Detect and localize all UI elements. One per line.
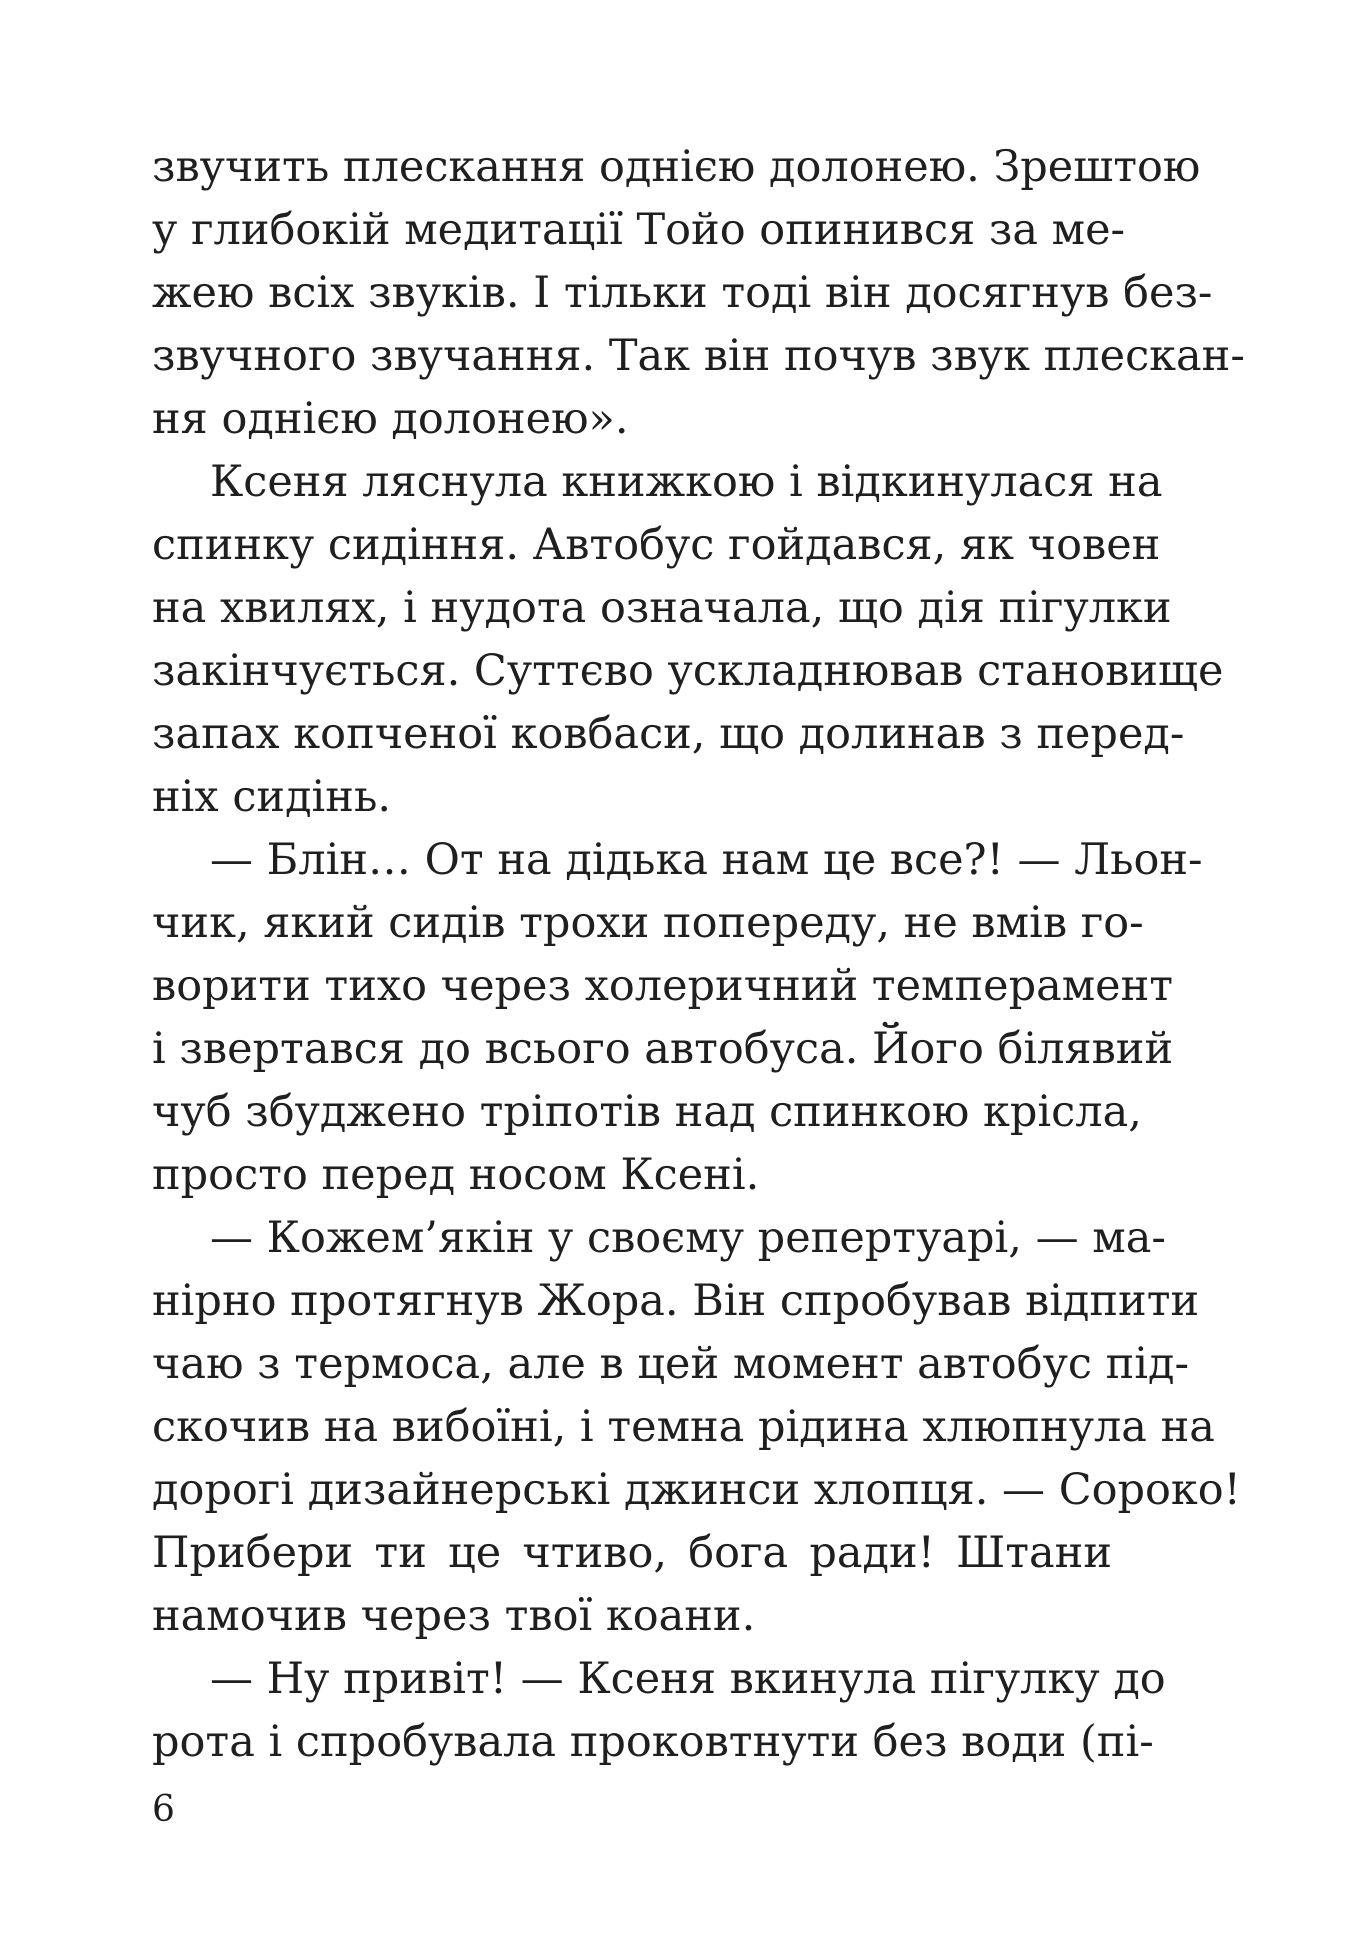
text-line: Прибери ти це чтиво, бога ради! Штани — [152, 1528, 1112, 1578]
text-line: — Ну привіт! — Ксеня вкинула пігулку до — [210, 1654, 1166, 1704]
text-line: намочив через твої коани. — [152, 1591, 756, 1641]
text-line: і звертався до всього автобуса. Його білявий — [152, 1024, 1174, 1074]
text-line: просто перед носом Ксені. — [152, 1150, 760, 1200]
text-line: звучить плескання однією долонею. Зрештою — [152, 142, 1201, 192]
text-line: ня однією долонею». — [152, 394, 629, 444]
text-line: жею всіх звуків. І тільки тоді він досягнув без- — [152, 268, 1213, 318]
text-line: запах копченої ковбаси, що долинав з перед- — [152, 709, 1185, 759]
paragraph-4 — [152, 1207, 1241, 1648]
text-line: нірно протягнув Жора. Він спробував відпити — [152, 1276, 1200, 1326]
text-line: чаю з термоса, але в цей момент автобус під- — [152, 1339, 1190, 1389]
paragraph-5 — [152, 1648, 1166, 1774]
paragraph-2 — [152, 451, 1224, 829]
page-number: 6 — [152, 1789, 175, 1830]
text-line: дорогі дизайнерські джинси хлопця. — Сороко! — [152, 1465, 1241, 1515]
text-line: — Кожем’якін у своєму репертуарі, — ма- — [210, 1213, 1166, 1263]
text-line: на хвилях, і нудота означала, що дія пігулки — [152, 583, 1172, 633]
text-line: закінчується. Суттєво ускладнював становище — [152, 646, 1224, 696]
paragraph-3 — [152, 829, 1203, 1207]
page-text — [152, 136, 1245, 1774]
text-line: ворити тихо через холеричний темперамент — [152, 961, 1174, 1011]
text-line: звучного звучання. Так він почув звук плескан- — [152, 331, 1245, 381]
text-line: чик, який сидів трохи попереду, не вмів го- — [152, 898, 1144, 948]
text-line: у глибокій медитації Тойо опинився за ме- — [152, 205, 1126, 255]
text-line: — Блін… От на дідька нам це все?! — Льон- — [210, 835, 1203, 885]
text-line: чуб збуджено тріпотів над спинкою крісла, — [152, 1087, 1142, 1137]
text-line: скочив на вибоїні, і темна рідина хлюпнула на — [152, 1402, 1215, 1452]
text-line: рота і спробувала проковтнути без води (пі- — [152, 1717, 1154, 1767]
text-line: спинку сидіння. Автобус гойдався, як човен — [152, 520, 1161, 570]
text-line: ніх сидінь. — [152, 772, 392, 822]
text-line: Ксеня ляснула книжкою і відкинулася на — [210, 457, 1163, 507]
paragraph-1 — [152, 136, 1245, 451]
